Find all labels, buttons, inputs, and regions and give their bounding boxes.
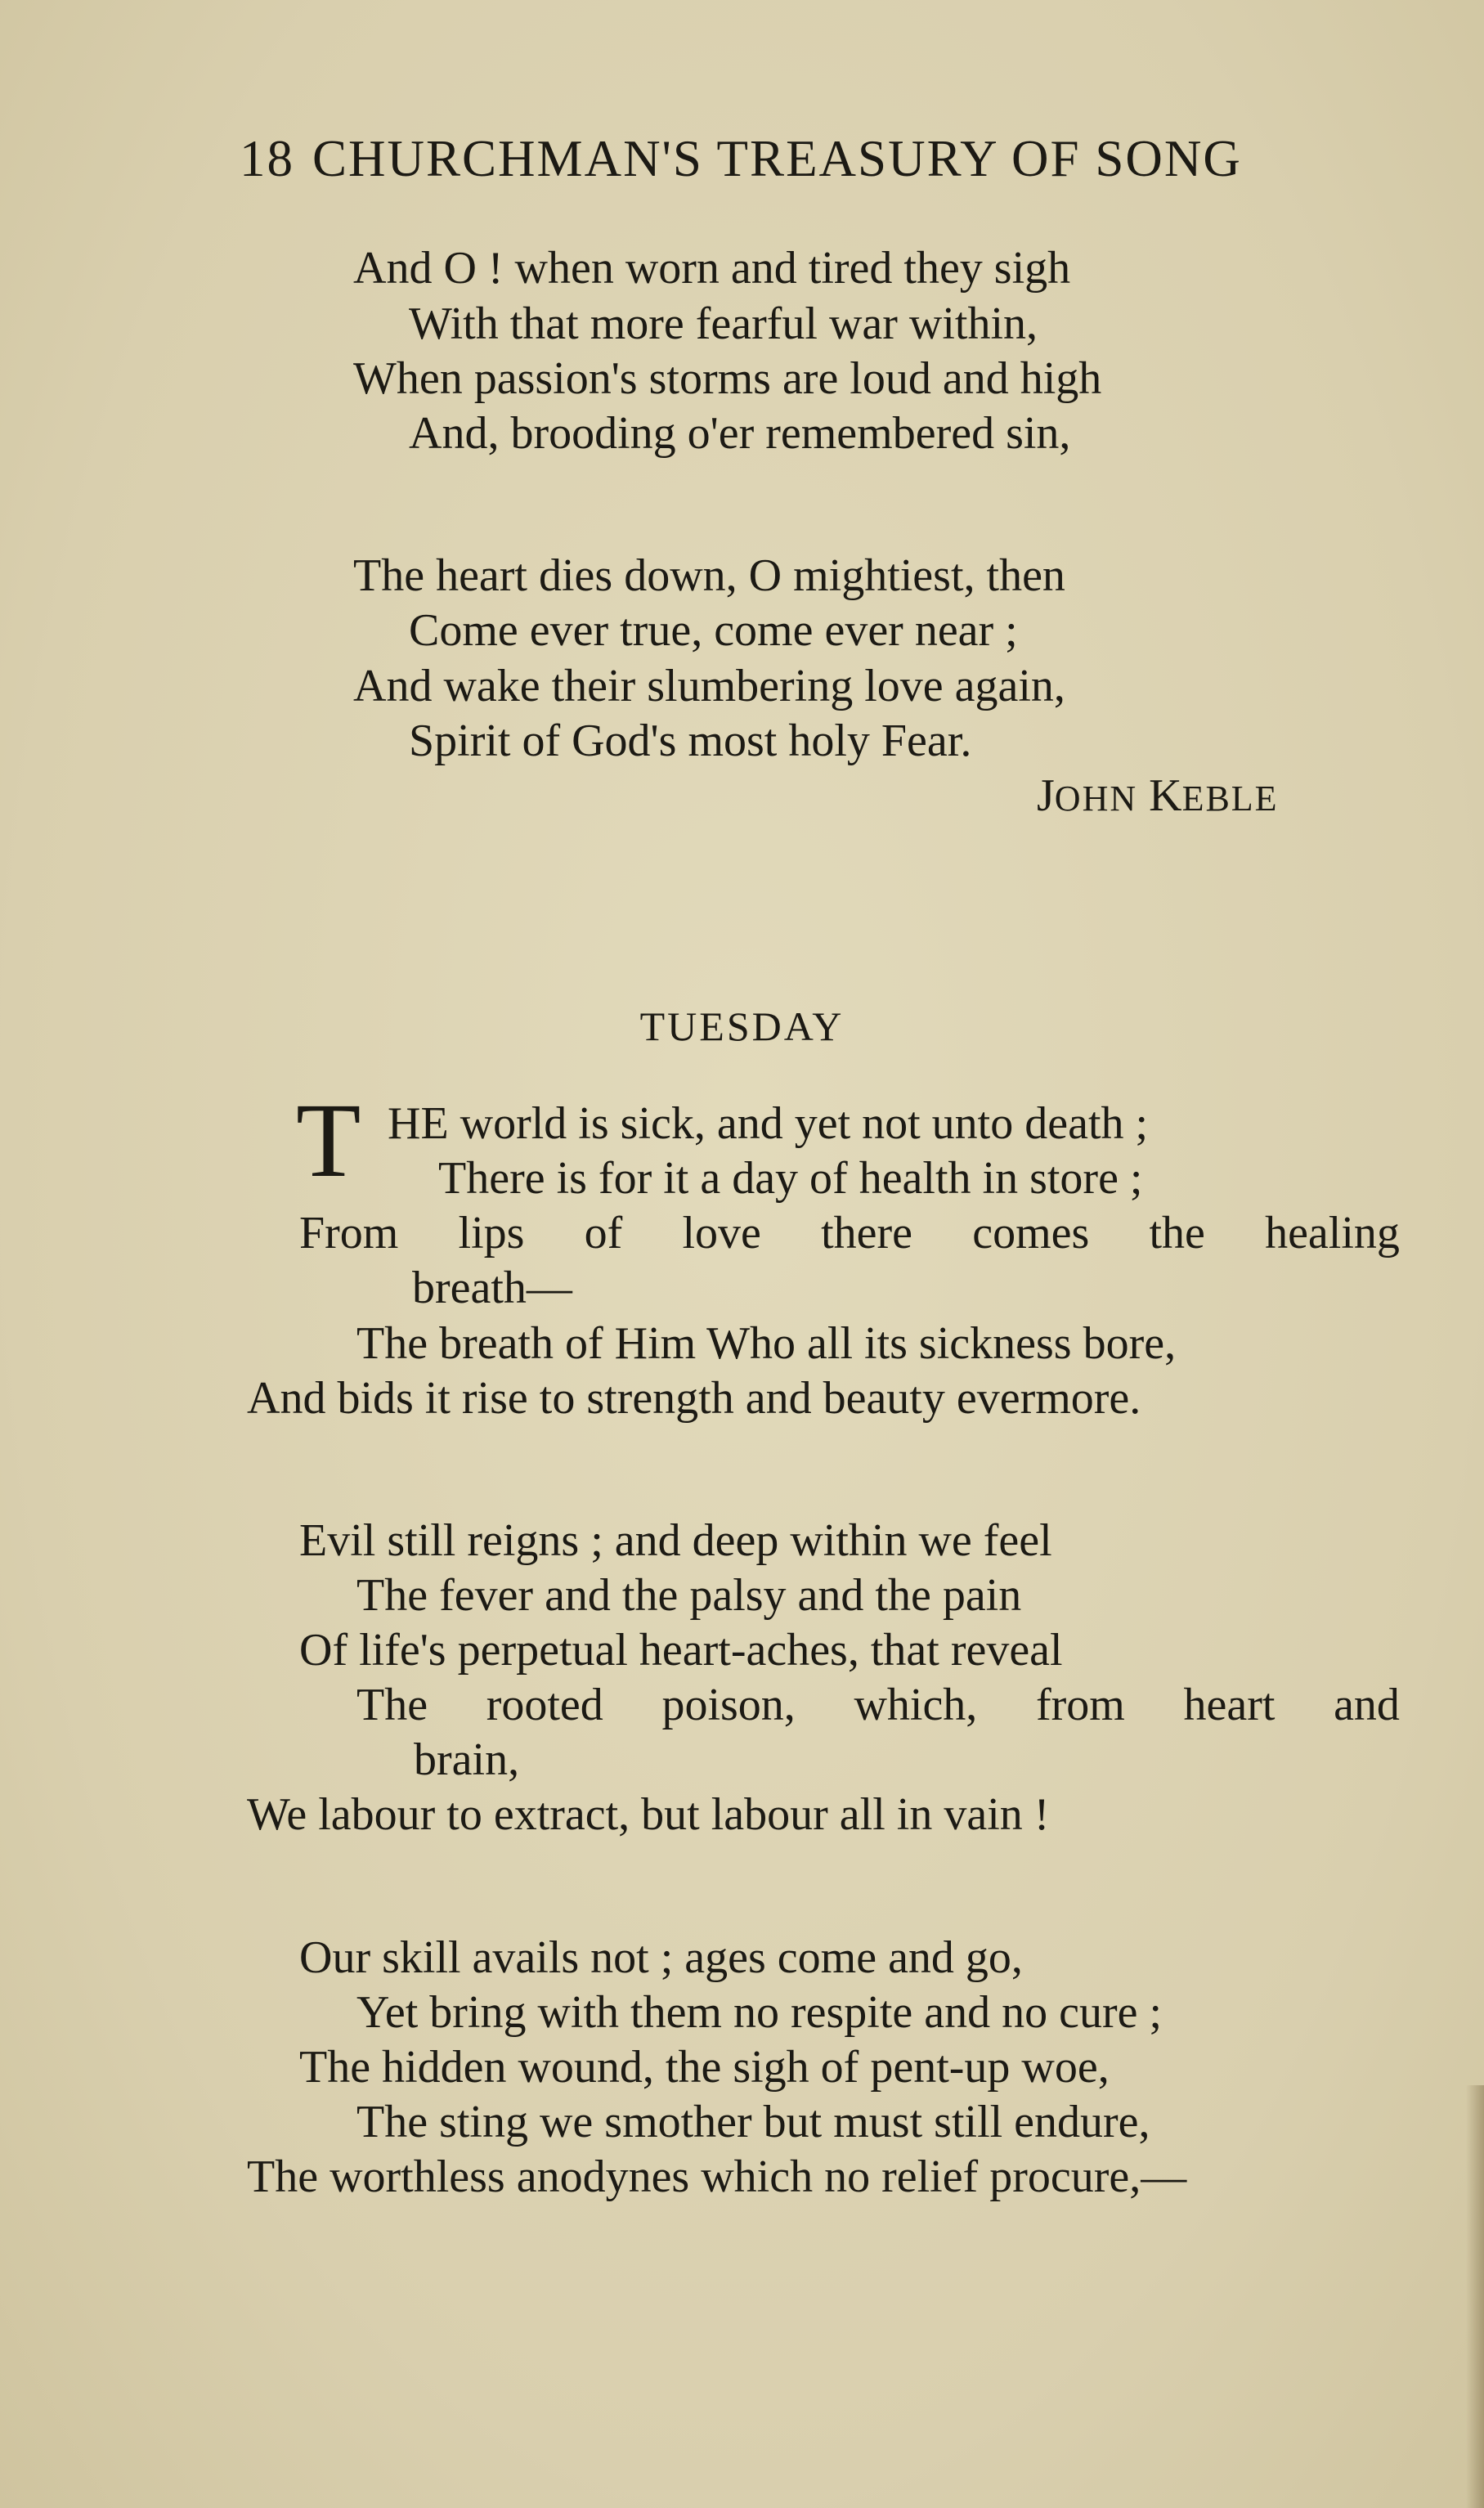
poem2-stanza2-line3: Of life's perpetual heart-aches, that reveal (299, 1625, 1063, 1676)
poem1-stanza1-line2: With that more fearful war within, (409, 298, 1038, 349)
poem2-stanza1-line3-word: of (584, 1208, 623, 1258)
poem2-stanza1-line3 (299, 1210, 1400, 1256)
running-title: CHURCHMAN'S TREASURY OF SONG (312, 130, 1242, 187)
poem2-stanza1-line4: The breath of Him Who all its sickness bore, (356, 1318, 1177, 1369)
poem1-stanza1-line4: And, brooding o'er remembered sin, (409, 408, 1071, 459)
poem2-stanza2-line1: Evil still reigns ; and deep within we feel (299, 1515, 1052, 1566)
poem2-stanza2-line5: We labour to extract, but labour all in vain ! (247, 1789, 1050, 1840)
poem2-stanza3-line2: Yet bring with them no respite and no cure ; (356, 1987, 1163, 2038)
poem2-stanza2-line4-word: The (356, 1680, 428, 1730)
poem2-stanza1-line5: And bids it rise to strength and beauty evermore. (247, 1373, 1141, 1424)
author-last-initial: K (1149, 770, 1182, 821)
poem2-stanza2-line4 (356, 1682, 1400, 1728)
poem1-stanza1-line3: When passion's storms are loud and high (353, 353, 1102, 404)
poem-title: TUESDAY (639, 1003, 845, 1049)
poem2-stanza2-line4-word: from (1035, 1680, 1125, 1730)
poem2-stanza2-line2: The fever and the palsy and the pain (356, 1570, 1022, 1621)
poem2-stanza2-line4-word: which, (854, 1680, 978, 1730)
poem2-stanza3-line1: Our skill avails not ; ages come and go, (299, 1932, 1023, 1983)
poem1-stanza2-line2: Come ever true, come ever near ; (409, 605, 1018, 656)
poem2-stanza1-line3-word: From (299, 1208, 399, 1258)
poem2-stanza1-line2: There is for it a day of health in store ; (438, 1153, 1143, 1204)
author-first-initial: J (1037, 770, 1055, 821)
author-attribution (1037, 770, 1279, 821)
poem2-stanza2-line4-word: rooted (486, 1680, 603, 1730)
poem1-stanza2-line3: And wake their slumbering love again, (353, 661, 1065, 711)
poem1-stanza2-line1: The heart dies down, O mightiest, then (353, 550, 1065, 601)
drop-cap: T (296, 1082, 361, 1200)
page-number: 18 (240, 130, 294, 187)
poem2-stanza1-line1: HE world is sick, and yet not unto death ; (388, 1098, 1149, 1149)
poem2-stanza2-line4-word: and (1334, 1680, 1400, 1730)
author-last-rest: EBLE (1181, 778, 1279, 819)
poem2-stanza1-line3-word: love (682, 1208, 761, 1258)
poem2-stanza1-line3-word: healing (1265, 1208, 1400, 1258)
poem2-stanza2-line4-word: heart (1183, 1680, 1276, 1730)
poem2-stanza3-line3: The hidden wound, the sigh of pent-up woe, (299, 2042, 1110, 2093)
running-head (240, 129, 1242, 189)
page-edge-shadow (1466, 2085, 1484, 2508)
poem2-stanza1-line3-word: comes (972, 1208, 1090, 1258)
poem2-stanza1-line3-continued: breath— (412, 1263, 572, 1313)
poem2-stanza1-line3-word: the (1149, 1208, 1205, 1258)
poem2-stanza2-line4-continued: brain, (414, 1734, 520, 1785)
poem1-stanza1-line1: And O ! when worn and tired they sigh (353, 243, 1071, 294)
poem2-stanza1-line3-word: there (821, 1208, 913, 1258)
poem2-stanza3-line5: The worthless anodynes which no relief procure,— (247, 2151, 1187, 2202)
poem2-stanza2-line4-word: poison, (661, 1680, 796, 1730)
author-first-rest: OHN (1054, 778, 1138, 819)
poem1-stanza2-line4: Spirit of God's most holy Fear. (409, 716, 972, 766)
poem2-stanza1-line3-word: lips (458, 1208, 525, 1258)
poem2-stanza3-line4: The sting we smother but must still endure, (356, 2097, 1150, 2147)
